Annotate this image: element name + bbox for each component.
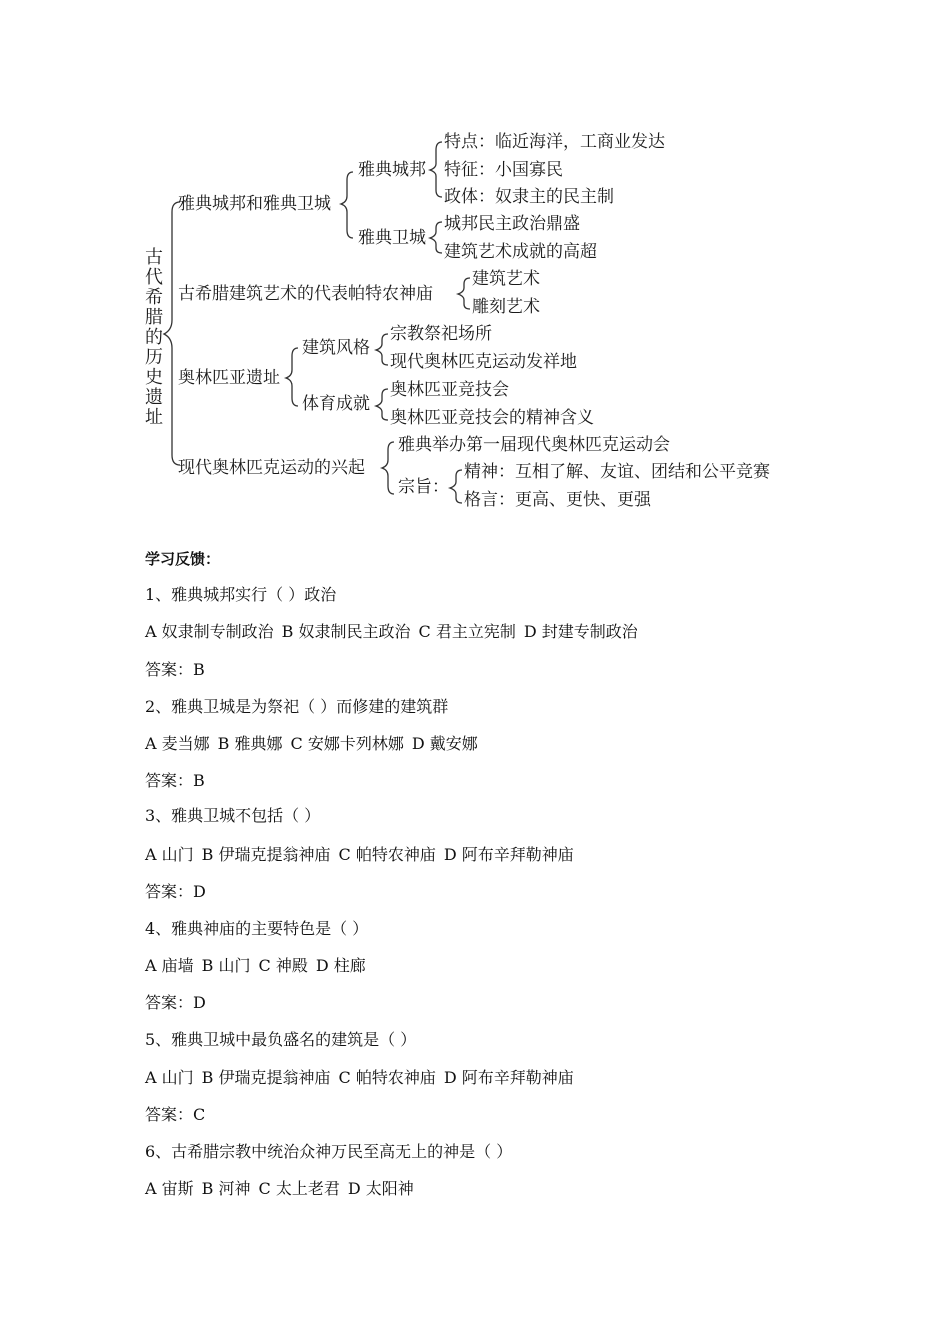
- branch-modern-olympics: 现代奥林匹克运动的兴起: [178, 458, 365, 478]
- leaf: 奥林匹亚竞技会: [390, 380, 509, 400]
- mindmap-root: 古代希腊的历史遗址: [145, 247, 163, 428]
- option: B 山门: [201, 956, 251, 975]
- option: D 封建专制政治: [523, 622, 638, 641]
- question-stem: 4、雅典神庙的主要特色是（ ）: [145, 919, 369, 938]
- question-stem: 2、雅典卫城是为祭祀（ ）而修建的建筑群: [145, 697, 449, 716]
- answer: 答案：D: [145, 882, 206, 901]
- quiz-heading: 学习反馈：: [145, 550, 221, 568]
- leaf: 城邦民主政治鼎盛: [444, 214, 580, 234]
- answer: 答案：D: [145, 993, 206, 1012]
- answer: 答案：B: [145, 660, 205, 679]
- question-options: [145, 734, 478, 754]
- option: C 君主立宪制: [418, 622, 516, 641]
- leaf: 宗教祭祀场所: [390, 324, 492, 344]
- node-purpose: 宗旨：: [398, 477, 449, 497]
- branch4-brace: [382, 442, 394, 494]
- question-stem: 5、雅典卫城中最负盛名的建筑是（ ）: [145, 1030, 417, 1049]
- option: C 神殿: [258, 956, 308, 975]
- leaf: 建筑艺术: [472, 269, 540, 289]
- option: B 伊瑞克提翁神庙: [201, 845, 331, 864]
- option: A 山门: [145, 845, 194, 864]
- question-stem: 1、雅典城邦实行（ ）政治: [145, 585, 337, 604]
- answer: 答案：B: [145, 771, 205, 790]
- option: B 伊瑞克提翁神庙: [201, 1068, 331, 1087]
- leaf: 奥林匹亚竞技会的精神含义: [390, 408, 594, 428]
- child-brace-5: [450, 470, 462, 503]
- option: A 宙斯: [145, 1179, 194, 1198]
- question-options: [145, 956, 366, 976]
- branch1-brace: [341, 172, 353, 238]
- option: D 太阳神: [347, 1179, 414, 1198]
- node-acropolis: 雅典卫城: [358, 228, 426, 248]
- child-brace-3: [376, 334, 388, 365]
- node-sports-achievement: 体育成就: [302, 394, 370, 414]
- root-brace: [164, 202, 180, 465]
- question-options: [145, 845, 574, 865]
- leaf: 格言：更高、更快、更强: [464, 490, 651, 510]
- branch-athens-city-state: 雅典城邦和雅典卫城: [178, 194, 331, 214]
- question-options: [145, 1179, 414, 1199]
- question-options: [145, 1068, 574, 1088]
- leaf: 精神：互相了解、友谊、团结和公平竞赛: [464, 462, 770, 482]
- option: C 帕特农神庙: [338, 1068, 436, 1087]
- option: D 戴安娜: [411, 734, 478, 753]
- branch2-brace: [458, 278, 470, 309]
- question-options: [145, 622, 638, 642]
- option: A 奴隶制专制政治: [145, 622, 274, 641]
- option: A 麦当娜: [145, 734, 210, 753]
- option: A 庙墙: [145, 956, 194, 975]
- leaf: 雅典举办第一届现代奥林匹克运动会: [398, 435, 670, 455]
- option: C 太上老君: [258, 1179, 340, 1198]
- option: D 柱廊: [315, 956, 366, 975]
- child-brace-2: [430, 222, 442, 253]
- option: D 阿布辛拜勒神庙: [443, 845, 574, 864]
- question-stem: 6、古希腊宗教中统治众神万民至高无上的神是（ ）: [145, 1142, 513, 1161]
- option: B 雅典娜: [217, 734, 283, 753]
- branch-parthenon: 古希腊建筑艺术的代表帕特农神庙: [178, 284, 433, 304]
- child-brace-4: [376, 389, 388, 420]
- question-stem: 3、雅典卫城不包括（ ）: [145, 806, 321, 825]
- leaf: 建筑艺术成就的高超: [444, 242, 597, 262]
- node-athens-polis: 雅典城邦: [358, 160, 426, 180]
- branch-olympia: 奥林匹亚遗址: [178, 368, 280, 388]
- child-brace-1: [430, 142, 442, 197]
- leaf: 现代奥林匹克运动发祥地: [390, 352, 577, 372]
- answer: 答案：C: [145, 1105, 206, 1124]
- leaf: 特点：临近海洋，工商业发达: [444, 132, 665, 152]
- option: A 山门: [145, 1068, 194, 1087]
- history-sites-mindmap: [140, 120, 820, 520]
- option: D 阿布辛拜勒神庙: [443, 1068, 574, 1087]
- option: B 奴隶制民主政治: [281, 622, 411, 641]
- node-architecture-style: 建筑风格: [302, 338, 370, 358]
- leaf: 特征：小国寡民: [444, 160, 563, 180]
- option: B 河神: [201, 1179, 251, 1198]
- option: C 帕特农神庙: [338, 845, 436, 864]
- option: C 安娜卡列林娜: [290, 734, 404, 753]
- leaf: 雕刻艺术: [472, 297, 540, 317]
- branch3-brace: [286, 348, 298, 406]
- leaf: 政体：奴隶主的民主制: [444, 187, 614, 207]
